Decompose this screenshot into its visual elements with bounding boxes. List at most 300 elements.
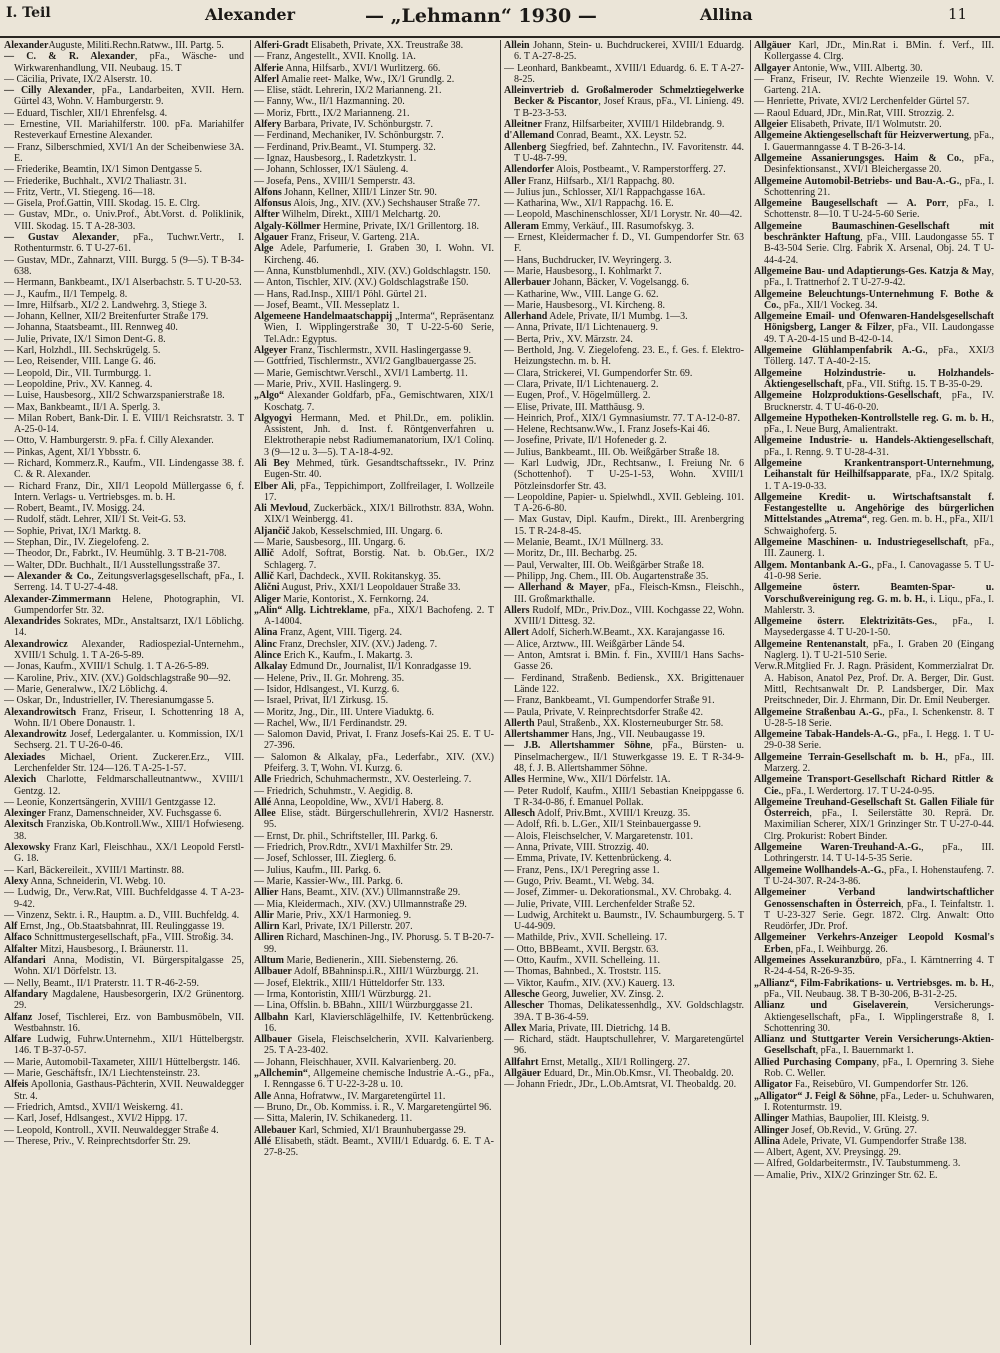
directory-entry	[254, 684, 494, 695]
entry-details: — Johann, Kellner, XII/2 Breitenfurter Straße 179.	[4, 311, 209, 323]
entry-name: Allescher	[504, 1000, 544, 1012]
entry-name: — Allerhand & Mayer	[504, 582, 608, 594]
entry-details: — Max, Bankbeamt., II/1 A. Sperlg. 3.	[4, 401, 161, 413]
entry-details: — Pinkas, Agent, XI/1 Ybbsstr. 6.	[4, 446, 141, 458]
entry-details: — Nelly, Beamt., II/1 Praterstr. 11. T R-46-2-59.	[4, 977, 199, 989]
entry-details: — Ignaz, Hausbesorg., I. Radetzkystr. 1.	[254, 152, 417, 164]
entry-name: Alferie	[254, 62, 284, 74]
entry-details: — Anna, Private, VIII. Strozzig. 40.	[504, 842, 649, 854]
entry-details: — Anton, Amtsrat i. BMin. f. Fin., XVIII/1 Hans Sachs-Gasse 26.	[504, 650, 744, 673]
directory-entry	[504, 130, 744, 141]
entry-details: Friedrich, Schuhmachermstr., XV. Oesterleing. 7.	[271, 774, 472, 786]
entry-details: — Otto, V. Hamburgerstr. 9. pFa. f. Cilly Alexander.	[4, 435, 214, 447]
entry-details: — Marie, Geschäftsfr., IX/1 Liechtensteinstr. 23.	[4, 1068, 201, 1080]
entry-details: Edmund Dr., Journalist, II/1 Konradgasse 19.	[287, 661, 472, 673]
entry-details: Amalie reet- Malke, Ww., IX/1 Grundlg. 2.	[279, 73, 455, 85]
directory-entry	[754, 176, 994, 199]
directory-entry	[754, 842, 994, 865]
entry-details: — Oskar, Dr., Industrieller, IV. Theresianumgasse 5.	[4, 695, 214, 707]
entry-details: , pFa., Fleisch-Kmsn., Fleischh., III. Großmarkthalle.	[514, 582, 744, 605]
entry-details: Elisabeth, Private, II/1 Wolmutstr. 20.	[787, 119, 942, 131]
entry-details: — Henriette, Private, XVI/2 Lerchenfelder Gürtel 57.	[754, 96, 970, 108]
directory-entry	[4, 255, 244, 278]
entry-details: , pFa., I. Kärntnerring 4. T R-24-4-54, R-26-9-35.	[764, 955, 994, 978]
entry-details: Charlotte, Feldmarschalleutnantww., XVIII/1 Gentzg. 12.	[14, 774, 244, 797]
directory-entry	[4, 1125, 244, 1136]
directory-entry	[4, 978, 244, 989]
directory-entry	[254, 548, 494, 571]
entry-name: Allgäuer	[754, 40, 792, 51]
directory-entry	[754, 1113, 994, 1124]
directory-entry	[504, 729, 744, 740]
entry-details: — Julie, Private, VIII. Lerchenfelder Straße 52.	[504, 898, 695, 910]
entry-details: , pFa., I. Bauernmarkt 1.	[815, 1045, 914, 1057]
entry-details: Mehmed, türk. Gesandtschaftssekr., IV. Prinz Eugen-Str. 40.	[264, 457, 494, 481]
directory-entry	[4, 548, 244, 559]
directory-entry	[4, 594, 244, 617]
entry-details: — Richard, städt. Hauptschullehrer, V. Margaretengürtel 96.	[504, 1034, 744, 1057]
entry-details: , Zeitungsverlagsgesellschaft, pFa., I. Serreng. 14. T U-27-4-48.	[14, 570, 244, 594]
entry-name: Allgemeine Bau- und Adaptierungs-Ges. Katzja & May	[754, 265, 992, 277]
entry-details: — Mia, Kleidermach., XIV. (XV.) Ullmannstraße 29.	[254, 898, 467, 910]
entry-name: Allenberg	[504, 141, 547, 153]
entry-details: Elise, städt. Bürgerschullehrerin, XVI/2 Hasnerstr. 95.	[264, 808, 494, 831]
directory-entry	[254, 842, 494, 853]
entry-details: — Anna, Kunstblumenhdl., XIV. (XV.) Goldschlagstr. 150.	[254, 265, 491, 277]
directory-entry	[504, 447, 744, 458]
entry-details: — Leopold, Maschinenschlosser, XI/1 Lorystr. Nr. 40—42.	[504, 209, 743, 221]
directory-entry	[254, 876, 494, 887]
directory-entry	[504, 187, 744, 198]
entry-name: Allbauer	[254, 966, 292, 978]
directory-entry	[754, 221, 994, 266]
directory-entry	[504, 899, 744, 910]
entry-details: Wilhelm, Direkt., XIII/1 Melchartg. 20.	[279, 209, 441, 221]
column-divider	[500, 40, 501, 1345]
entry-details: — Marie, Hausbesorg., VI. Kircheng. 8.	[504, 299, 665, 311]
directory-entry	[504, 819, 744, 830]
entry-name: Alinc	[254, 638, 277, 650]
entry-details: Karl, Dachdeck., XVII. Rokitanskyg. 35.	[274, 570, 441, 582]
directory-entry	[754, 153, 994, 176]
directory-entry	[504, 368, 744, 379]
entry-name: Alfandari	[4, 955, 46, 967]
directory-entry	[4, 1057, 244, 1068]
directory-entry	[254, 63, 494, 74]
directory-entry	[754, 368, 994, 391]
entry-name: Allgemeine Aktiengesellschaft für Heizverwertung	[754, 130, 969, 142]
entry-details: — Helene, Priv., II. Gr. Mohreng. 35.	[254, 672, 405, 684]
entry-name: — Gustav Alexander	[4, 232, 117, 244]
directory-entry	[4, 932, 244, 943]
entry-details: — Albert, Agent, XV. Preysingg. 29.	[754, 1147, 902, 1159]
directory-entry	[754, 537, 994, 560]
entry-details: , pFa., I. Schottenring 21.	[764, 175, 994, 198]
section-label: I. Teil	[6, 5, 51, 21]
entry-details: Antonie, Ww., VIII. Albertg. 30.	[790, 62, 923, 74]
entry-details: Johann, Bäcker, V. Vogelsangg. 6.	[550, 277, 689, 289]
entry-details: — Hermann, Bankbeamt., IX/1 Alserbachstr. 5. T U-20-53.	[4, 277, 242, 289]
directory-entry	[254, 74, 494, 85]
entry-details: , pFa., VII. Laudongasse 49. T A-20-4-15 und B-42-0-14.	[764, 322, 994, 345]
directory-entry	[4, 1079, 244, 1102]
directory-entry	[504, 582, 744, 605]
entry-name: Alliren	[254, 932, 284, 944]
entry-name: Allertshammer	[504, 729, 569, 741]
entry-details: — Gustav, MDr., o. Univ.Prof., Abt.Vorst. d. Poliklinik, VIII. Skodag. 15. T A-28-303.	[4, 209, 244, 232]
entry-name: Alexander-Zimmermann	[4, 593, 111, 605]
entry-details: — Alois, Fleischselcher, V. Margaretenstr. 101.	[504, 830, 694, 842]
directory-entry	[504, 876, 744, 887]
entry-details: — Franz, Friseur, IV. Rechte Wienzeile 19. Wohn. V. Garteng. 21A.	[754, 73, 994, 97]
entry-details: — Sophie, Privat, IX/1 Marktg. 8.	[4, 525, 141, 537]
entry-details: — Karoline, Priv., XIV. (XV.) Goldschlagstraße 90—92.	[4, 672, 231, 684]
entry-details: Marie, Priv., XX/1 Harmonieg. 9.	[274, 909, 412, 921]
entry-name: Allfahrt	[504, 1056, 539, 1068]
directory-entry	[504, 989, 744, 1000]
entry-name: Alle	[254, 774, 272, 786]
directory-entry	[504, 1068, 744, 1079]
entry-details: — Franz, Angestellt., XVII. Knollg. 1A.	[254, 51, 416, 63]
directory-entry	[504, 1023, 744, 1034]
directory-entry	[504, 266, 744, 277]
entry-details: Adele, Private, VI. Gumpendorfer Straße 138.	[780, 1135, 967, 1147]
entry-name: Alexowsky	[4, 842, 51, 854]
entry-details: — Alfred, Goldarbeitermstr., IV. Taubstummeng. 3.	[754, 1158, 961, 1170]
directory-entry	[4, 1113, 244, 1124]
entry-details: — Irma, Kontoristin, XIII/1 Würzburgg. 21.	[254, 988, 432, 1000]
directory-entry	[754, 1000, 994, 1034]
directory-entry	[504, 300, 744, 311]
entry-details: — Josef, Beamt., VII. Messeplatz 1.	[254, 299, 400, 311]
entry-details: — Anton, Tischler, XIV. (XV.) Goldschlagstraße 150.	[254, 277, 469, 289]
directory-entry	[504, 221, 744, 232]
entry-details: , pFa., I. Gauermanngasse 4. T B-26-3-14.	[764, 130, 994, 153]
directory-entry	[254, 989, 494, 1000]
entry-details: Franz, Friseur, I. Schottenring 18 A, Wohn. II/1 Obere Donaustr. 1.	[14, 706, 244, 729]
directory-entry	[504, 322, 744, 333]
entry-name: Alferl	[254, 73, 279, 85]
entry-details: Mitzi, Hausbesorg., I. Bräunerstr. 11.	[37, 943, 189, 955]
directory-entry	[254, 153, 494, 164]
entry-details: Conrad, Beamt., XX. Leystr. 52.	[554, 130, 687, 142]
directory-entry	[4, 639, 244, 662]
entry-name: Allir	[254, 909, 274, 921]
entry-details: — Robert, Beamt., IV. Mosigg. 24.	[4, 503, 145, 515]
directory-entry	[754, 130, 994, 153]
directory-entry	[504, 85, 744, 119]
entry-details: — Gustav, MDr., Zahnarzt, VIII. Burgg. 5 (9—5). T B-34-638.	[4, 254, 244, 277]
entry-name: Alfter	[254, 209, 280, 221]
entry-name: Allgemeine österr. Beamten-Spar- u. Vorschußvereinigung reg. G. m. b. H.	[754, 582, 994, 605]
entry-details: — Richard, Kommerz.R., Kaufm., VII. Lindengasse 38. f. C. & R. Alexander.	[4, 457, 244, 481]
entry-details: , pFa., I. Schenkenstr. 8. T U-28-5-18 Serie.	[764, 706, 994, 729]
directory-entry	[4, 164, 244, 175]
directory-entry	[4, 1012, 244, 1035]
directory-entry	[254, 955, 494, 966]
directory-entry	[504, 548, 744, 559]
entry-details: — Marie, Sausbesorg., III. Ungarg. 6.	[254, 537, 406, 549]
entry-name: Allgemeine Waren-Treuhand-A.-G.	[754, 842, 922, 854]
entry-details: — Ferdinand, Straßenb. Bediensk., XX. Brigittenauer Lände 122.	[504, 672, 744, 695]
entry-name: Allers	[504, 604, 530, 616]
entry-details: Hans, Jng., VII. Neubaugasse 19.	[568, 729, 705, 741]
directory-entry	[754, 865, 994, 888]
directory-entry	[504, 853, 744, 864]
entry-details: — Katharina, Ww., XI/1 Rappachg. 16. E.	[504, 198, 674, 210]
directory-entry	[504, 176, 744, 187]
entry-details: Ernst, Jng., Ob.Staatsbahnrat, III. Reulinggasse 19.	[17, 921, 225, 933]
directory-entry	[504, 560, 744, 571]
entry-details: — Leo, Reisender, VIII. Lange G. 46.	[4, 356, 156, 368]
entry-details: — Rudolf, städt. Lehrer, XII/1 St. Veit-G. 53.	[4, 514, 186, 526]
entry-name: — Alexander & Co.	[4, 570, 92, 582]
directory-entry	[754, 707, 994, 730]
entry-details: Alois, Postbeamt., V. Ramperstorfferg. 27.	[554, 164, 726, 176]
entry-details: Paul, Straßenb., XX. Klosterneuburger Str. 58.	[534, 717, 724, 729]
directory-entry	[754, 774, 994, 797]
entry-name: Allgemeiner Verkehrs-Anzeiger Leopold Kosmal's Erben	[754, 932, 994, 955]
entry-details: , pFa., Desinfektionsanst., XVI/1 Bleichergasse 20.	[764, 152, 994, 176]
entry-details: — Clara, Strickerei, VI. Gumpendorfer Str. 69.	[504, 367, 693, 379]
directory-entry	[4, 51, 244, 74]
entry-details: Alois, Jng., XIV. (XV.) Sechshauser Straße 77.	[291, 198, 481, 210]
entry-details: Georg, Juwelier, XV. Zinsg. 2.	[539, 988, 664, 1000]
entry-details: Josef, Tischlerei, Erz. von Bambusmöbeln, VII. Westbahnstr. 16.	[14, 1011, 244, 1034]
directory-entry	[754, 752, 994, 775]
directory-entry	[4, 1136, 244, 1147]
directory-entry	[254, 96, 494, 107]
entry-details: Anna, Hilfsarb., XVI/1 Wurlitzerg. 66.	[283, 62, 441, 74]
directory-entry	[254, 899, 494, 910]
entry-details: — Helene, Rechtsanw.Ww., I. Franz Josefs-Kai 46.	[504, 424, 710, 436]
entry-details: — Rachel, Ww., II/1 Ferdinandstr. 29.	[254, 717, 408, 729]
entry-details: — Walter, DDr. Buchhalt., II/1 Ausstellungsstraße 37.	[4, 559, 221, 571]
directory-entry	[4, 390, 244, 401]
directory-entry	[754, 661, 994, 706]
directory-entry	[254, 718, 494, 729]
entry-name: Allgemeiner Verband landwirtschaftlicher Genossenschaften in Österreich	[754, 887, 994, 910]
entry-details: — Emma, Private, IV. Kettenbrückeng. 4.	[504, 853, 672, 865]
entry-details: Franz, Agent, VIII. Tigerg. 24.	[277, 627, 402, 639]
directory-entry	[4, 944, 244, 955]
directory-entry	[754, 978, 994, 1001]
entry-details: — Johann, Schlosser, IX/1 Säuleng. 4.	[254, 164, 409, 176]
directory-entry	[504, 887, 744, 898]
directory-entry	[4, 198, 244, 209]
entry-details: Adolf, BBahninsp.i.R., XIII/1 Würzburgg. 21.	[291, 966, 479, 978]
directory-entry	[504, 379, 744, 390]
entry-details: — Ernst, Dr. phil., Schriftsteller, III. Parkg. 6.	[254, 830, 438, 842]
entry-details: Hermine, Ww., XII/1 Dörfelstr. 1A.	[525, 774, 671, 786]
directory-entry	[754, 639, 994, 662]
directory-entry	[4, 955, 244, 978]
directory-entry	[254, 40, 494, 51]
entry-name: Alleitner	[504, 119, 542, 131]
column-divider	[250, 40, 251, 1345]
directory-entry	[4, 232, 244, 255]
directory-entry	[254, 458, 494, 481]
entry-details: — Julius, Bankbeamt., III. Ob. Weißgärber Straße 18.	[504, 446, 720, 458]
directory-entry	[754, 63, 994, 74]
entry-details: August, Priv., XXI/1 Leopoldauer Straße 33.	[279, 582, 461, 594]
entry-name: Allgemeine Holzindustrie- u. Holzhandels-Aktiengesellschaft	[754, 367, 994, 390]
directory-entry	[504, 639, 744, 650]
entry-name: Allgemeine Holzproduktions-Gesellschaft	[754, 390, 940, 402]
directory-entry	[254, 605, 494, 628]
entry-details: Franziska, Ob.Kontroll.Ww., XIII/1 Hofwieseng. 38.	[14, 819, 244, 842]
directory-entry	[504, 458, 744, 492]
entry-name: Alfeis	[4, 1079, 29, 1091]
directory-entry	[754, 1158, 994, 1169]
entry-details: — Heinrich, Prof., XIX/1 Gymnasiumstr. 77. T A-12-0-87.	[504, 412, 741, 424]
directory-entry	[254, 865, 494, 876]
directory-entry	[4, 379, 244, 390]
entry-name: „Allchemin“	[254, 1068, 308, 1080]
entry-details: — Marie, Generalww., IX/2 Löblichg. 4.	[4, 683, 168, 695]
entry-details: , pFa., I. Hohenstaufeng. 7. T U-24-307. R-24-3-86.	[764, 864, 994, 887]
directory-entry	[254, 266, 494, 277]
directory-entry	[754, 1091, 994, 1114]
entry-name: Allgemeine österr. Elektrizitäts-Ges.	[754, 616, 935, 628]
entry-details: — Otto, Kaufm., XVII. Schelleing. 11.	[504, 955, 660, 967]
directory-entry	[4, 322, 244, 333]
entry-details: Rudolf, MDr., Priv.Doz., VIII. Kochgasse 22, Wohn. XVIII/1 Dittesg. 32.	[514, 604, 744, 628]
directory-entry	[4, 447, 244, 458]
directory-entry	[504, 955, 744, 966]
directory-entry	[254, 119, 494, 130]
entry-details: Anna, Schneiderin, VI. Webg. 10.	[28, 875, 166, 887]
entry-name: Allgemeine Baugesellschaft — A. Porr	[754, 198, 947, 210]
entry-details: — Raoul Eduard, JDr., Min.Rat, VIII. Strozzig. 2.	[754, 107, 955, 119]
entry-details: , pFa., Leder- u. Schuhwaren, I. Rotenturmstr. 19.	[764, 1090, 994, 1113]
page-header	[0, 0, 1000, 38]
entry-details: — Hans, Buchdrucker, IV. Weyringerg. 3.	[504, 254, 672, 266]
directory-entry	[4, 819, 244, 842]
directory-entry	[4, 571, 244, 594]
directory-entry	[504, 311, 744, 322]
entry-details: Elisabeth, Private, XX. Treustraße 38.	[308, 40, 464, 51]
entry-details: — Leonhard, Bankbeamt., XVIII/1 Eduardg. 6. E. T A-27-8-25.	[504, 62, 744, 85]
entry-name: Alexy	[4, 875, 29, 887]
directory-entry	[754, 1057, 994, 1080]
directory-entry	[4, 729, 244, 752]
directory-entry	[254, 289, 494, 300]
directory-entry	[504, 707, 744, 718]
entry-name: Allgäuer	[504, 1068, 542, 1080]
directory-entry	[504, 492, 744, 515]
entry-details: — Elise, Private, III. Matthäusg. 9.	[504, 401, 645, 413]
directory-entry	[254, 526, 494, 537]
entry-name: Alexander	[4, 40, 49, 51]
entry-details: — Johann, Fleischhauer, XVII. Kalvarienberg. 20.	[254, 1056, 457, 1068]
entry-name: Allgemeine Hypotheken-Kontrollstelle reg. G. m. b. H.	[754, 412, 992, 424]
entry-name: Allendorfer	[504, 164, 554, 176]
directory-entry	[4, 277, 244, 288]
entry-details: Josef, Ob.Revid., V. Grüng. 27.	[789, 1124, 917, 1136]
entry-details: — Milan Robert, Bank-Dir. I. E. VIII/1 Reichsratstr. 3. T A-25-0-14.	[4, 412, 244, 436]
entry-details: , pFa., VII. Neubaug. 38. T B-30-206, B-31-2-25.	[764, 977, 994, 1000]
entry-details: „Interma“, Repräsentanz Wien, I. Wipplingerstraße 30, T U-22-5-60 Serie, Tel.Adr.: Egyptus.	[264, 311, 494, 345]
entry-details: Erich K., Kaufm., I. Makartg. 3.	[281, 650, 413, 662]
directory-entry	[504, 831, 744, 842]
directory-entry	[504, 424, 744, 435]
entry-name: Ali Mevloud	[254, 503, 308, 515]
directory-entry	[254, 695, 494, 706]
directory-entry	[254, 1102, 494, 1113]
directory-entry	[754, 1136, 994, 1147]
entry-name: Alf	[4, 921, 18, 933]
entry-details: , pFa., Tuchwr.Vertr., I. Rothenturmstr. 6. T U-27-61.	[14, 232, 244, 255]
entry-name: Allé	[254, 1135, 272, 1147]
directory-entry	[254, 1136, 494, 1159]
entry-name: Alfare	[4, 1034, 32, 1046]
directory-entry	[754, 616, 994, 639]
entry-details: Franz, Hilfsarbeiter, XVIII/1 Hildebrandg. 9.	[541, 119, 725, 131]
directory-entry	[254, 300, 494, 311]
entry-details: , pFa., I. Graben 20 (Eingang Naglerg. 1). T U-21-510 Serie.	[764, 638, 994, 662]
directory-entry	[4, 695, 244, 706]
entry-details: Richard, Maschinen-Jng., IV. Phorusg. 5. T B-20-7-99.	[264, 932, 494, 955]
entry-name: Allesch	[504, 808, 536, 820]
entry-name: Allianz und Giselaverein	[754, 1000, 906, 1012]
directory-entry	[4, 1102, 244, 1113]
directory-entry	[754, 797, 994, 842]
directory-entry	[254, 1113, 494, 1124]
column-divider	[750, 40, 751, 1345]
entry-details: , pFa., Landarbeiten, XVII. Hern. Gürtel 43, Wohn. V. Hamburgerstr. 9.	[14, 85, 244, 108]
directory-entry	[254, 1000, 494, 1011]
directory-entry	[254, 808, 494, 831]
entry-details: — Ludwig, Dr., Verw.Rat, VIII. Buchfeldgasse 4. T A-23-9-42.	[4, 887, 244, 910]
entry-name: Allgayer	[754, 62, 791, 74]
directory-entry	[504, 910, 744, 933]
entry-details: , pFa., III. Zaunerg. 1.	[764, 537, 994, 560]
directory-entry	[504, 1034, 744, 1057]
directory-entry	[504, 345, 744, 368]
directory-entry	[504, 865, 744, 876]
directory-entry	[4, 865, 244, 876]
directory-entry	[504, 808, 744, 819]
entry-details: — Friedrich, Amtsd., XVII/1 Weiskerng. 41.	[4, 1101, 183, 1113]
directory-entry	[504, 435, 744, 446]
directory-entry	[4, 797, 244, 808]
entry-details: — Karl Ludwig, JDr., Rechtsanw., I. Freiung Nr. 6 (Schottenhof). T U-25-1-53, Wohn. XVIII/1 Pötzleinsdorfer Str. 43.	[504, 457, 744, 492]
entry-details: — Marie, Priv., XVII. Haslingerg. 9.	[254, 378, 402, 390]
entry-name: Allgem. Montanbank A.-G.	[754, 559, 872, 571]
directory-entry	[254, 582, 494, 593]
directory-entry	[254, 774, 494, 785]
entry-details: — Jonas, Kaufm., XVIII/1 Schulg. 1. T A-26-5-89.	[4, 661, 209, 673]
entry-name: Alfaco	[4, 932, 32, 944]
entry-name: Aliger	[254, 593, 281, 605]
directory-entry	[4, 85, 244, 108]
entry-details: — Vinzenz, Sektr. i. R., Hauptm. a. D., VIII. Buchfeldg. 4.	[4, 909, 240, 921]
entry-name: Alfonsus	[254, 198, 292, 210]
entry-name: „Allianz“, Film-Fabrikations- u. Vertriebsges. m. b. H.	[754, 977, 992, 989]
directory-entry	[254, 503, 494, 526]
entry-name: Alfons	[254, 186, 282, 198]
directory-entry	[4, 876, 244, 887]
directory-entry	[4, 503, 244, 514]
entry-details: — Moritz, Dr., III. Becharbg. 25.	[504, 548, 638, 560]
entry-details: — Johanna, Staatsbeamt., III. Rennweg 40.	[4, 322, 178, 334]
entry-name: Alexandrowitsch	[4, 706, 77, 718]
entry-name: Allinger	[754, 1113, 789, 1125]
directory-entry	[4, 402, 244, 413]
entry-name: Alleinvertrieb d. Großalmeroder Schmelztiegelwerke Becker & Piscantor	[504, 85, 744, 108]
entry-details: , Josef Kraus, pFa., VI. Linieng. 49. T B-23-3-53.	[514, 96, 744, 119]
